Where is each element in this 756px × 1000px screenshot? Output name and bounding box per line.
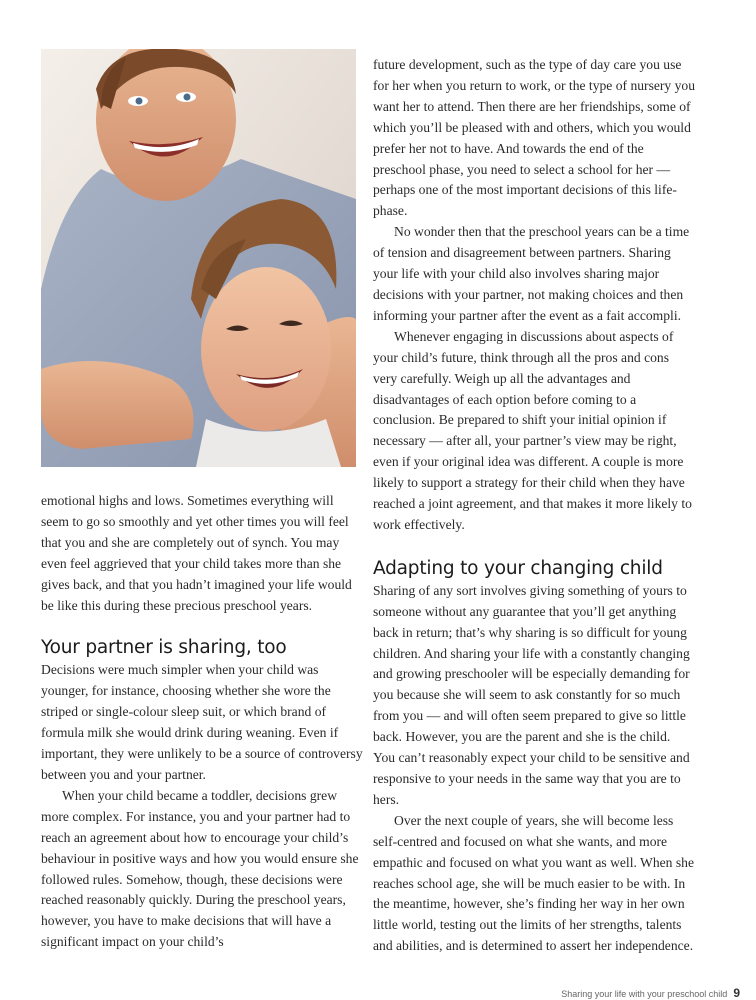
body-paragraph: No wonder then that the preschool years can be a time of tension and disagreement between partners. Sharing your life with your child also involves sharing major decisions with your partner, not making choices and then informing your partner after the event as a fait accompli. — [373, 224, 690, 323]
page-number: 9 — [733, 986, 740, 1000]
body-paragraph: Whenever engaging in discussions about aspects of your child’s future, think through all the pros and cons very carefully. Weigh up all the advantages and disadvantages of each option before coming to a conclusion. Be prepared to shift your initial opinion if necessary — after all, your partner’s view may be right, even if your original idea was different. A couple is more likely to support a strategy for their child when they have reached a joint agreement, and that makes it more likely to work effectively. — [373, 328, 692, 532]
section-heading-partner: Your partner is sharing, too — [41, 637, 287, 659]
body-paragraph: Over the next couple of years, she will become less self-centred and focused on what she wants, and more empathic and focused on what you want as well. When she reaches school age, she will be much easier to be with. In the meantime, however, she’s finding her way in her own little world, testing out the limits of her strengths, talents and abilities, and is determined to assert her independence. — [373, 812, 694, 954]
body-paragraph: When your child became a toddler, decisions grew more complex. For instance, you and your partner had to reach an agreement about how to encourage your child’s behaviour in positive ways and how you would ensure she followed rules. Somehow, though, these decisions were reached reasonably quickly. During the preschool years, however, you have to make decisions that will have a significant impact on your child’s — [41, 787, 359, 950]
running-head: Sharing your life with your preschool child — [561, 989, 728, 999]
right-column — [373, 55, 695, 957]
father-and-son-photo — [41, 49, 356, 467]
left-column — [41, 491, 363, 953]
page-footer — [470, 986, 740, 1000]
body-paragraph: Sharing of any sort involves giving something of yours to someone without any guarantee that you’ll get anything back in return; that’s why sharing is so difficult for young children. And sharing your life with a constantly changing and growing preschooler will be especially demanding for you because she will seem to ask constantly for so much from you — and will often seem prepared to give so little back. However, you are the parent and she is the child. You can’t reasonably expect your child to be sensitive and responsive to your needs in the same way that you are to hers. — [373, 582, 690, 807]
body-paragraph: future development, such as the type of day care you use for her when you return to work, or the type of nursery you want her to attend. Then there are her friendships, some of which you’ll be pleased with and others, which you would prefer her not to have. And towards the end of the preschool phase, you need to select a school for her — perhaps one of the most important decisions of this life-phase. — [373, 57, 696, 219]
section-heading-adapting: Adapting to your changing child — [373, 557, 663, 579]
body-paragraph: Decisions were much simpler when your child was younger, for instance, choosing whether she wore the striped or single-colour sleep suit, or which brand of formula milk she would drink during weaning. Even if important, they were unlikely to be a source of controversy between you and your partner. — [41, 662, 363, 782]
intro-paragraph: emotional highs and lows. Sometimes everything will seem to go so smoothly and yet other times you will feel that you and she are completely out of synch. You may even feel aggrieved that your child takes more than she gives back, and that you hadn’t imagined your life would be like this during these precious preschool years. — [41, 493, 352, 613]
